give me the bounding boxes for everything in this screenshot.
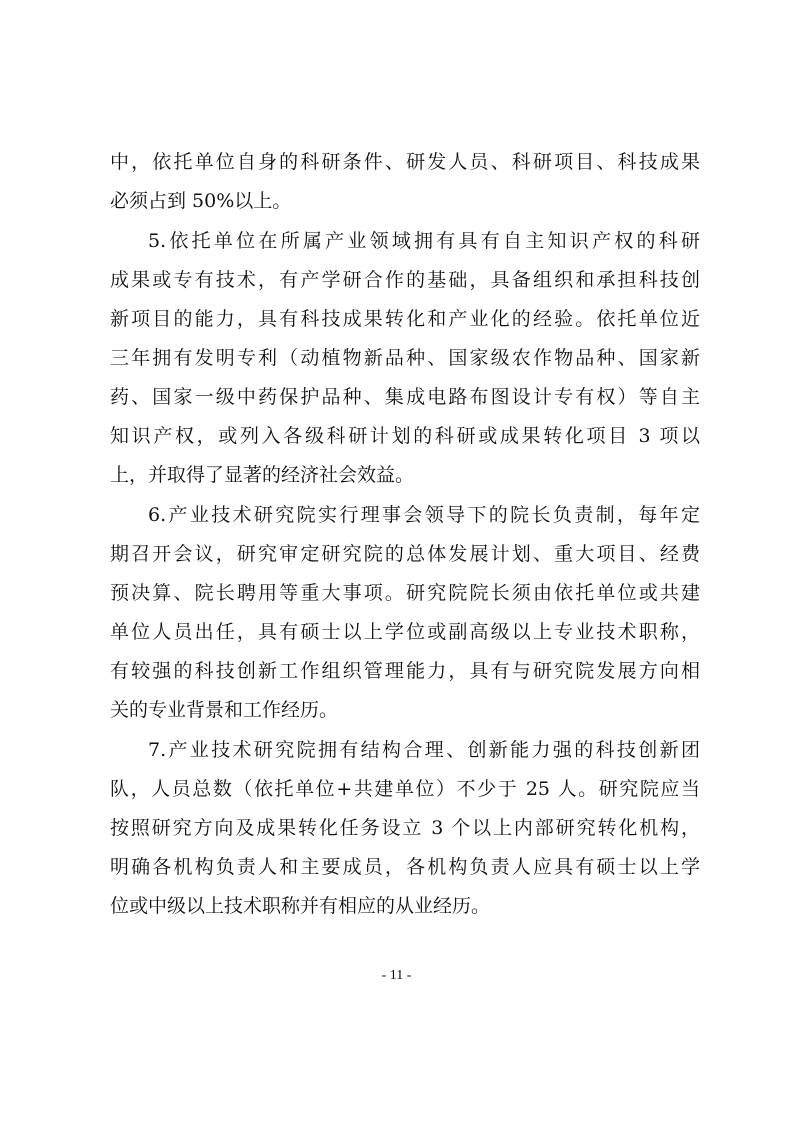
body-text-line: 预决算、院长聘用等重大事项。研究院院长须由依托单位或共建 bbox=[110, 582, 700, 604]
body-text-line: 单位人员出任，具有硕士以上学位或副高级以上专业技术职称， bbox=[110, 621, 700, 643]
body-text-line: 关的专业背景和工作经历。 bbox=[110, 699, 339, 721]
body-text-line: 必须占到 50%以上。 bbox=[110, 190, 292, 212]
paragraph-5-first-line: 5.依托单位在所属产业领域拥有具有自主知识产权的科研 bbox=[148, 230, 700, 252]
body-text-line: 药、国家一级中药保护品种、集成电路布图设计专有权）等自主 bbox=[110, 386, 700, 408]
body-text-line: 上，并取得了显著的经济社会效益。 bbox=[110, 464, 415, 486]
body-text-line: 成果或专有技术，有产学研合作的基础，具备组织和承担科技创 bbox=[110, 269, 700, 291]
paragraph-7-first-line: 7.产业技术研究院拥有结构合理、创新能力强的科技创新团 bbox=[148, 739, 700, 761]
body-text-line: 有较强的科技创新工作组织管理能力，具有与研究院发展方向相 bbox=[110, 660, 700, 682]
body-text-line: 三年拥有发明专利（动植物新品种、国家级农作物品种、国家新 bbox=[110, 347, 700, 369]
body-text-line: 新项目的能力，具有科技成果转化和产业化的经验。依托单位近 bbox=[110, 308, 700, 330]
body-text-line: 期召开会议，研究审定研究院的总体发展计划、重大项目、经费 bbox=[110, 543, 700, 565]
body-text-line: 位或中级以上技术职称并有相应的从业经历。 bbox=[110, 895, 491, 917]
body-text-line: 知识产权，或列入各级科研计划的科研或成果转化项目 3 项以 bbox=[110, 425, 700, 447]
body-text-line: 按照研究方向及成果转化任务设立 3 个以上内部研究转化机构， bbox=[110, 817, 700, 839]
page-number: - 11 - bbox=[381, 968, 412, 983]
body-text-line: 中，依托单位自身的科研条件、研发人员、科研项目、科技成果 bbox=[110, 151, 700, 173]
body-text-line: 队，人员总数（依托单位+共建单位）不少于 25 人。研究院应当 bbox=[110, 778, 700, 800]
body-text-line: 明确各机构负责人和主要成员，各机构负责人应具有硕士以上学 bbox=[110, 856, 700, 878]
paragraph-6-first-line: 6.产业技术研究院实行理事会领导下的院长负责制，每年定 bbox=[148, 504, 700, 526]
